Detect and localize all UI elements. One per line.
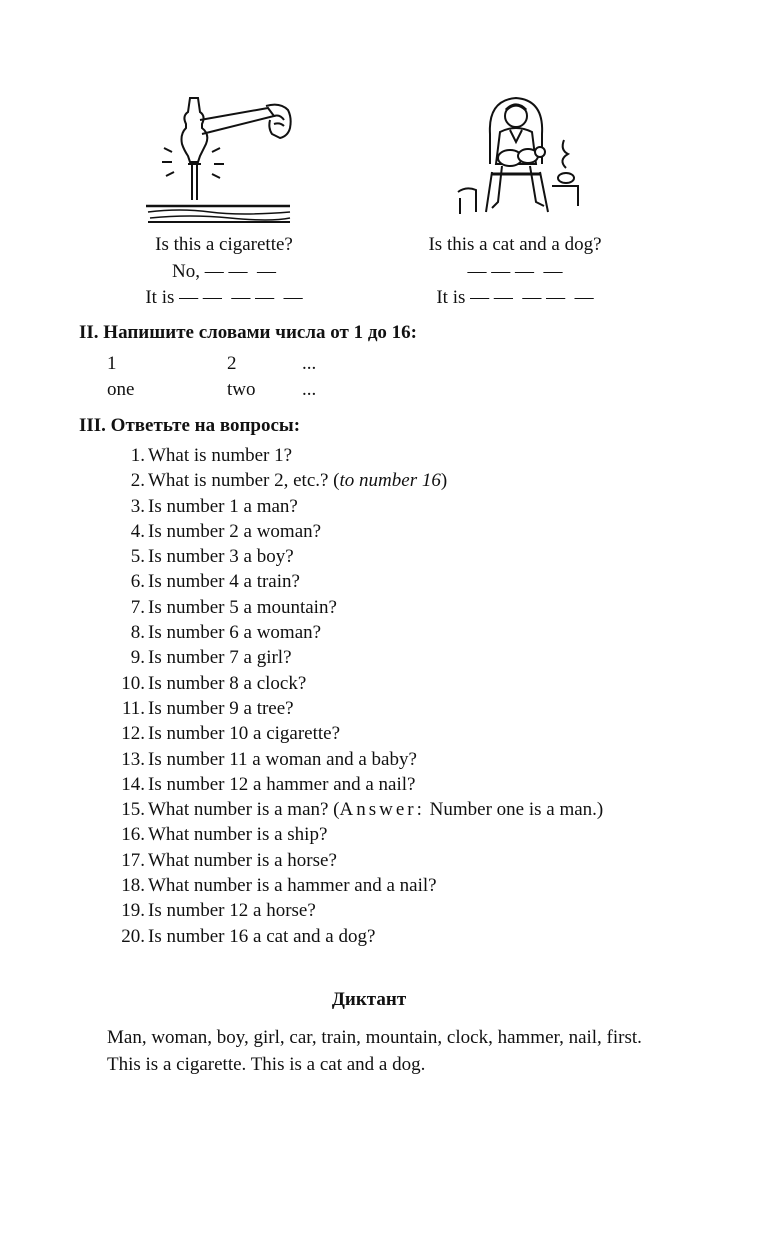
question-text: What number is a man? ( bbox=[148, 799, 340, 821]
question-item: 5. Is number 3 a boy? bbox=[130, 546, 294, 568]
caption-line: Is this a cat and a dog? bbox=[428, 234, 602, 255]
section-2-heading: II. Напишите словами числа от 1 до 16: bbox=[79, 322, 418, 343]
question-text: Is number 1 a man? bbox=[148, 495, 298, 517]
question-text-end: Number one is a man.) bbox=[424, 799, 604, 821]
number-cell: 1 bbox=[107, 353, 117, 374]
question-item: 15. What number is a man? (Answer: Number one is a man.) bbox=[112, 797, 662, 822]
questions-list bbox=[112, 443, 662, 949]
caption-line: It is — — — — — bbox=[145, 287, 303, 308]
question-text: Is number 12 a hammer and a nail? bbox=[148, 773, 416, 795]
question-text: What is number 2, etc.? ( bbox=[148, 470, 340, 492]
question-text: What number is a hammer and a nail? bbox=[148, 875, 437, 897]
question-text-end: ) bbox=[440, 470, 448, 492]
illustrations bbox=[0, 90, 768, 230]
question-text: What number is a ship? bbox=[148, 824, 328, 846]
question-item: 10. Is number 8 a clock? bbox=[121, 672, 307, 694]
number-cell: 2 bbox=[227, 353, 237, 374]
caption-line: It is — — — — — bbox=[436, 287, 594, 308]
dictation-paragraph: Man, woman, boy, girl, car, train, mountain, clock, hammer, nail, first. bbox=[107, 1027, 642, 1048]
question-text: Is number 16 a cat and a dog? bbox=[148, 925, 376, 947]
man-with-cat-and-dog-illustration bbox=[452, 94, 582, 224]
question-text: Is number 4 a train? bbox=[148, 571, 300, 593]
question-text: What number is a horse? bbox=[148, 849, 337, 871]
number-cell: ... bbox=[302, 353, 317, 374]
question-item: 9. Is number 7 a girl? bbox=[130, 647, 292, 669]
hammer-nail-drawing bbox=[140, 94, 300, 224]
dictation-paragraph: This is a cigarette. This is a cat and a dog. bbox=[107, 1053, 426, 1075]
question-item: 20. Is number 16 a cat and a dog? bbox=[121, 925, 376, 947]
question-item: 14. Is number 12 a hammer and a nail? bbox=[121, 773, 416, 795]
question-italic: to number 16 bbox=[339, 470, 441, 492]
question-item: 6. Is number 4 a train? bbox=[130, 571, 300, 593]
question-text: Is number 3 a boy? bbox=[148, 546, 294, 568]
question-text: What is number 1? bbox=[148, 445, 293, 466]
question-item: 16. What number is a ship? bbox=[121, 824, 328, 846]
caption-line: No, — — — bbox=[172, 260, 276, 282]
question-item: 11. Is number 9 a tree? bbox=[121, 697, 294, 719]
question-text: Is number 2 a woman? bbox=[148, 520, 322, 542]
question-text: Is number 10 a cigarette? bbox=[148, 723, 341, 745]
answer-label: Answer: bbox=[339, 799, 425, 821]
word-cell: two bbox=[227, 379, 256, 400]
question-item: 13. Is number 11 a woman and a baby? bbox=[121, 748, 417, 770]
dictation-title: Диктант bbox=[331, 989, 407, 1010]
question-text: Is number 8 a clock? bbox=[148, 672, 307, 694]
question-text: Is number 7 a girl? bbox=[148, 647, 292, 669]
question-item: 18. What number is a hammer and a nail? bbox=[121, 875, 437, 897]
caption-right bbox=[400, 232, 630, 312]
caption-line: — — — — bbox=[467, 260, 563, 282]
caption-left bbox=[120, 232, 328, 312]
cat-dog-drawing bbox=[452, 94, 582, 224]
question-item: 2. What is number 2, etc.? (to number 16) bbox=[130, 470, 448, 492]
question-item: 1. What is number 1? bbox=[130, 445, 293, 466]
question-text: Is number 6 a woman? bbox=[148, 622, 322, 644]
caption-line: Is this a cigarette? bbox=[155, 234, 293, 255]
question-item: 7. Is number 5 a mountain? bbox=[130, 596, 337, 618]
question-item: 12. Is number 10 a cigarette? bbox=[121, 723, 341, 745]
hammer-and-nail-illustration bbox=[140, 94, 300, 224]
question-item: 3. Is number 1 a man? bbox=[130, 495, 298, 517]
question-text: Is number 11 a woman and a baby? bbox=[148, 748, 417, 770]
word-cell: ... bbox=[302, 379, 317, 400]
question-text: Is number 9 a tree? bbox=[148, 697, 294, 719]
question-text-wrapped bbox=[148, 797, 662, 822]
question-item: 19. Is number 12 a horse? bbox=[121, 900, 316, 922]
question-item: 4. Is number 2 a woman? bbox=[130, 520, 322, 542]
question-text: Is number 5 a mountain? bbox=[148, 596, 337, 618]
section-3-heading: III. Ответьте на вопросы: bbox=[79, 415, 301, 436]
question-item: 17. What number is a horse? bbox=[121, 849, 337, 871]
question-item: 8. Is number 6 a woman? bbox=[130, 622, 322, 644]
word-cell: one bbox=[107, 379, 135, 400]
dictation-text bbox=[79, 1025, 662, 1078]
question-text: Is number 12 a horse? bbox=[148, 900, 316, 922]
